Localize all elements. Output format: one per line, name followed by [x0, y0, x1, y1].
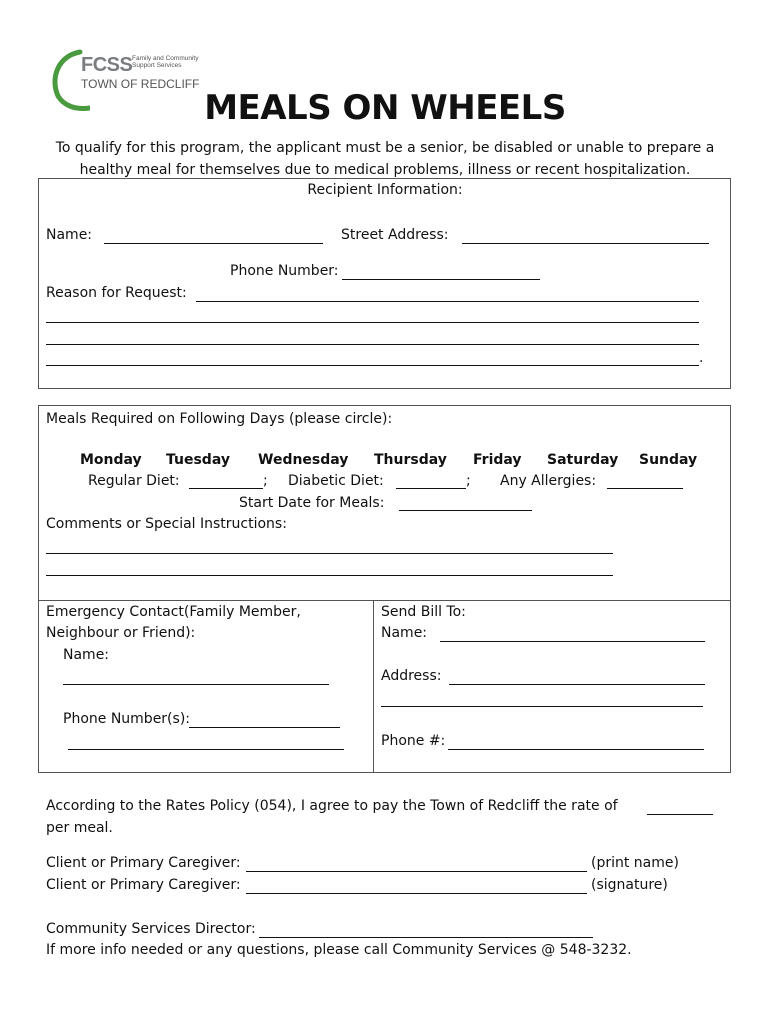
diabetic-diet-semicolon: ;	[466, 473, 471, 489]
recipient-heading: Recipient Information:	[307, 182, 463, 198]
meals-heading: Meals Required on Following Days (please circle):	[46, 411, 393, 427]
logo-brand: FCSS	[81, 54, 133, 76]
bill-address-label: Address:	[381, 668, 446, 684]
print-name-note: (print name)	[591, 855, 679, 871]
name-field[interactable]	[104, 243, 323, 244]
comments-field-1[interactable]	[46, 553, 613, 554]
emergency-phone-field-2[interactable]	[68, 749, 344, 750]
bill-address-field-2[interactable]	[381, 706, 703, 707]
diabetic-diet-field[interactable]	[396, 488, 466, 489]
reason-label: Reason for Request:	[46, 285, 192, 301]
caregiver-print-label: Client or Primary Caregiver:	[46, 855, 246, 871]
recipient-section	[38, 178, 731, 389]
day-friday[interactable]: Friday	[473, 452, 522, 468]
logo-town: TOWN OF REDCLIFF	[81, 77, 200, 91]
street-address-label: Street Address:	[341, 227, 453, 243]
caregiver-print-field[interactable]	[246, 871, 587, 872]
bill-name-field[interactable]	[440, 641, 705, 642]
phone-number-label: Phone Number:	[230, 263, 343, 279]
start-date-field[interactable]	[399, 510, 532, 511]
day-monday[interactable]: Monday	[80, 452, 142, 468]
emergency-heading-1: Emergency Contact(Family Member,	[46, 604, 301, 620]
reason-field-4[interactable]	[46, 365, 699, 366]
section-divider	[373, 600, 374, 773]
regular-diet-semicolon: ;	[263, 473, 268, 489]
emergency-heading-2: Neighbour or Friend):	[46, 625, 196, 641]
day-sunday[interactable]: Sunday	[639, 452, 698, 468]
emergency-name-label: Name:	[63, 647, 110, 663]
bill-address-field-1[interactable]	[449, 684, 705, 685]
allergies-label: Any Allergies:	[500, 473, 601, 489]
agreement-line-1: According to the Rates Policy (054), I agree to pay the Town of Redcliff the rate of	[46, 798, 623, 814]
allergies-field[interactable]	[607, 488, 683, 489]
bill-phone-label: Phone #:	[381, 733, 450, 749]
contact-info: If more info needed or any questions, please call Community Services @ 548-3232.	[46, 942, 632, 958]
intro-line-1: To qualify for this program, the applicant must be a senior, be disabled or unable to prepare a	[55, 140, 715, 156]
reason-field-2[interactable]	[46, 322, 699, 323]
regular-diet-field[interactable]	[189, 488, 263, 489]
emergency-name-field[interactable]	[63, 684, 329, 685]
name-label: Name:	[46, 227, 97, 243]
comments-label: Comments or Special Instructions:	[46, 516, 287, 532]
start-date-label: Start Date for Meals:	[239, 495, 389, 511]
intro-line-2: healthy meal for themselves due to medical problems, illness or recent hospitalization.	[79, 162, 691, 178]
reason-end-period: .	[699, 350, 704, 366]
day-saturday[interactable]: Saturday	[547, 452, 619, 468]
emergency-phone-label: Phone Number(s):	[63, 711, 190, 727]
logo-tagline: Family and Community Support Services	[132, 55, 199, 69]
day-tuesday[interactable]: Tuesday	[166, 452, 230, 468]
reason-field-3[interactable]	[46, 344, 699, 345]
regular-diet-label: Regular Diet:	[88, 473, 185, 489]
street-address-field[interactable]	[462, 243, 709, 244]
day-thursday[interactable]: Thursday	[374, 452, 447, 468]
signature-note: (signature)	[591, 877, 668, 893]
page-title: MEALS ON WHEELS	[204, 88, 566, 128]
agreement-line-2: per meal.	[46, 820, 113, 836]
bill-phone-field[interactable]	[448, 749, 704, 750]
phone-number-field[interactable]	[342, 279, 540, 280]
day-wednesday[interactable]: Wednesday	[258, 452, 349, 468]
reason-field-1[interactable]	[196, 301, 699, 302]
diabetic-diet-label: Diabetic Diet:	[288, 473, 389, 489]
intro-text	[40, 137, 730, 181]
bill-name-label: Name:	[381, 625, 432, 641]
caregiver-signature-field[interactable]	[246, 893, 587, 894]
bill-heading: Send Bill To:	[381, 604, 466, 620]
director-label: Community Services Director:	[46, 921, 261, 937]
caregiver-signature-label: Client or Primary Caregiver:	[46, 877, 246, 893]
director-field[interactable]	[259, 937, 593, 938]
rate-field[interactable]	[647, 814, 713, 815]
emergency-phone-field-1[interactable]	[189, 727, 340, 728]
comments-field-2[interactable]	[46, 575, 613, 576]
